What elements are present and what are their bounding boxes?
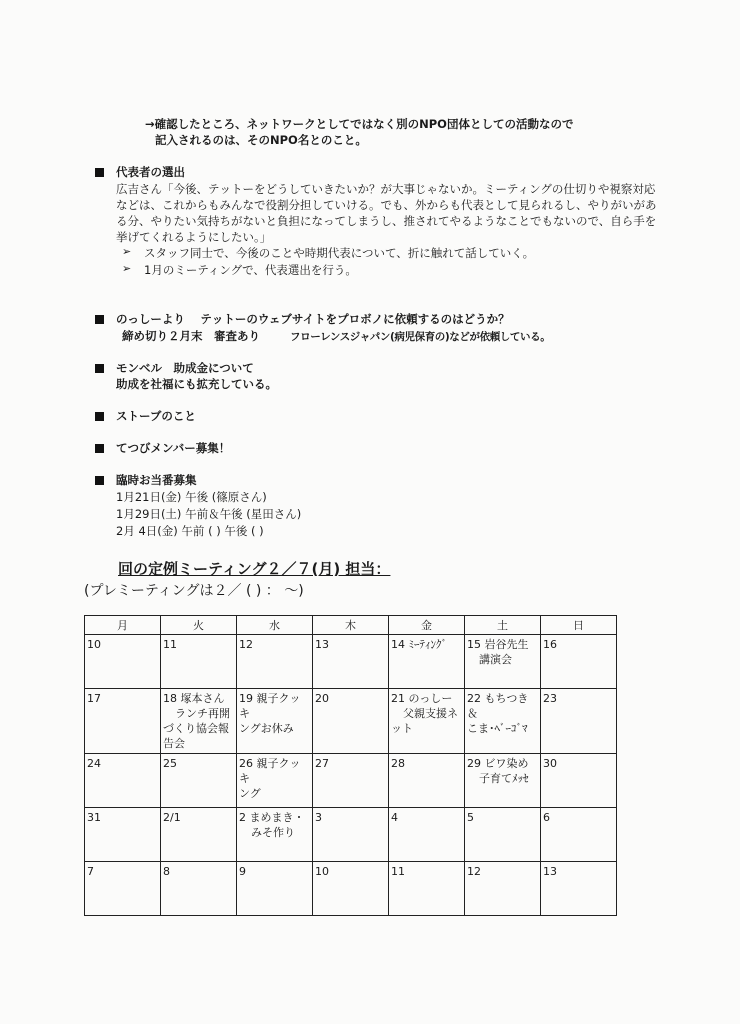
calendar-event-text: こま･ﾍﾞｰｺﾞﾏ [467, 722, 528, 735]
shift-line-3: 2月 4日(金) 午前 ( ) 午後 ( ) [116, 524, 264, 538]
calendar-day-cell [389, 635, 465, 689]
calendar-event-text: 父親支援ネ [403, 707, 458, 720]
calendar-day-cell [85, 689, 161, 754]
calendar-day-label: 28 [391, 757, 405, 770]
calendar-day-cell [389, 689, 465, 754]
calendar-day-cell [161, 635, 237, 689]
rep-point-1: スタッフ同士で、今後のことや時期代表について、折に触れて話していく。 [144, 246, 535, 260]
calendar-day-label: 10 [315, 865, 329, 878]
note-line-2: 記入されるのは、そのNPO名とのこと。 [155, 133, 367, 147]
calendar-day-label: 3 [315, 811, 322, 824]
calendar-day-label: 21 のっしー [391, 692, 453, 705]
calendar-day-cell [237, 689, 313, 754]
rep-quote-3: る分、やりたい気持ちがないと負担になってしまうし、推されてやるようなことでもないので、自ら手を [116, 214, 657, 228]
calendar-day-label: 14 ﾐｰﾃｨﾝｸﾞ [391, 638, 447, 651]
calendar-day-label: 13 [543, 865, 557, 878]
calendar-header-mon: 月 [85, 616, 161, 635]
web-detail-a: 締め切り２月末 審査あり [122, 329, 260, 343]
bullet-icon [95, 476, 104, 485]
calendar-day-cell [161, 862, 237, 916]
calendar-day-cell [389, 808, 465, 862]
arrow-bullet-icon: ➢ [122, 245, 132, 258]
rep-point-2: 1月のミーティングで、代表選出を行う。 [144, 263, 357, 277]
calendar-day-cell [161, 754, 237, 808]
meeting-title: 回の定例ミーティング２／７(月) 担当： [118, 560, 391, 578]
calendar-event-text: づくり協会報 [163, 722, 229, 735]
calendar-day-cell [541, 689, 617, 754]
calendar-day-label: 2/1 [163, 811, 181, 824]
calendar-event-text: ット [391, 722, 413, 735]
calendar-week-row [85, 689, 617, 754]
calendar-day-cell [161, 808, 237, 862]
calendar-day-label: 22 もちつき＆ [467, 692, 529, 720]
section-title-web: のっしーより テットーのウェブサイトをプロボノに依頼するのはどうか？ [116, 312, 510, 326]
calendar-day-label: 29 ビワ染め [467, 757, 529, 770]
calendar-week-row [85, 808, 617, 862]
calendar-event-text: 子育てﾒｯｾ [479, 772, 529, 785]
calendar-day-cell [541, 754, 617, 808]
section-title-stove: ストーブのこと [116, 409, 196, 423]
section-title-rep: 代表者の選出 [116, 165, 185, 179]
calendar-day-label: 9 [239, 865, 246, 878]
calendar-day-cell [85, 635, 161, 689]
calendar-day-label: 27 [315, 757, 329, 770]
calendar-day-cell [237, 635, 313, 689]
calendar-week-row [85, 754, 617, 808]
shift-line-2: 1月29日(土) 午前＆午後 (星田さん) [116, 507, 302, 521]
rep-quote-1: 広吉さん「今後、テットーをどうしていきたいか？が大事じゃないか。ミーティングの仕切りや視察対応 [116, 182, 656, 196]
calendar-table [84, 615, 617, 916]
calendar-day-cell [541, 808, 617, 862]
calendar-header-thu: 木 [313, 616, 389, 635]
calendar-day-cell [465, 689, 541, 754]
calendar-day-cell [161, 689, 237, 754]
calendar-event-text: 講演会 [479, 653, 512, 666]
calendar-day-label: 5 [467, 811, 474, 824]
web-detail-b: フローレンスジャパン(病児保育の)などが依頼している。 [290, 331, 551, 343]
bullet-icon [95, 444, 104, 453]
calendar-day-cell [313, 689, 389, 754]
calendar-day-label: 4 [391, 811, 398, 824]
calendar-day-label: 10 [87, 638, 101, 651]
calendar-day-label: 13 [315, 638, 329, 651]
calendar-day-cell [541, 862, 617, 916]
arrow-bullet-icon: ➢ [122, 262, 132, 275]
shift-line-1: 1月21日(金) 午後 (篠原さん) [116, 490, 267, 504]
calendar-day-label: 11 [391, 865, 405, 878]
calendar-day-label: 16 [543, 638, 557, 651]
calendar-day-cell [85, 808, 161, 862]
calendar-day-cell [465, 635, 541, 689]
note-line-1: →確認したところ、ネットワークとしてではなく別のNPO団体としての活動なので [145, 117, 574, 131]
calendar-day-label: 15 岩谷先生 [467, 638, 529, 651]
calendar-day-cell [541, 635, 617, 689]
montbell-detail: 助成を社福にも拡充している。 [116, 377, 277, 391]
section-title-montbell: モンベル 助成金について [116, 361, 254, 375]
calendar-header-sat: 土 [465, 616, 541, 635]
calendar-day-cell [389, 862, 465, 916]
bullet-icon [95, 315, 104, 324]
calendar-day-label: 19 親子クッキ [239, 692, 301, 720]
calendar-day-label: 24 [87, 757, 101, 770]
section-title-shift: 臨時お当番募集 [116, 473, 197, 487]
calendar-day-label: 26 親子クッキ [239, 757, 301, 785]
calendar-event-text: ングお休み [239, 722, 294, 735]
calendar-day-label: 18 塚本さん [163, 692, 225, 705]
calendar-header-fri: 金 [389, 616, 465, 635]
calendar-day-cell [313, 862, 389, 916]
bullet-icon [95, 364, 104, 373]
calendar-day-label: 7 [87, 865, 94, 878]
calendar-day-cell [85, 754, 161, 808]
calendar-header-wed: 水 [237, 616, 313, 635]
calendar-day-cell [237, 808, 313, 862]
calendar-day-cell [237, 862, 313, 916]
calendar-day-label: 17 [87, 692, 101, 705]
calendar-day-label: 23 [543, 692, 557, 705]
calendar-header-tue: 火 [161, 616, 237, 635]
calendar-day-label: 20 [315, 692, 329, 705]
calendar-day-label: 12 [239, 638, 253, 651]
calendar-day-cell [313, 808, 389, 862]
calendar-header-sun: 日 [541, 616, 617, 635]
calendar-event-text: 告会 [163, 737, 185, 750]
calendar-day-cell [85, 862, 161, 916]
calendar-day-label: 25 [163, 757, 177, 770]
rep-quote-4: 挙げてくれるようにしたい。」 [116, 230, 272, 244]
section-title-tetsubi: てつびメンバー募集！ [116, 441, 231, 455]
calendar-day-cell [389, 754, 465, 808]
calendar-day-label: 30 [543, 757, 557, 770]
calendar-day-cell [465, 808, 541, 862]
calendar-day-cell [313, 635, 389, 689]
calendar-day-cell [313, 754, 389, 808]
calendar-event-text: みそ作り [251, 826, 295, 839]
calendar-day-cell [465, 862, 541, 916]
pre-meeting-line: (プレミーティングは２／ ( ) ： ～) [84, 583, 304, 599]
calendar-day-label: 6 [543, 811, 550, 824]
rep-quote-2: などは、これからもみんなで役割分担していける。でも、外からも代表として見られるし、やりがいがあ [116, 198, 657, 212]
calendar-day-label: 2 まめまき・ [239, 811, 305, 824]
calendar-week-row [85, 862, 617, 916]
calendar-day-label: 31 [87, 811, 101, 824]
calendar-day-label: 11 [163, 638, 177, 651]
calendar-day-cell [465, 754, 541, 808]
calendar-event-text: ランチ再開 [175, 707, 230, 720]
bullet-icon [95, 168, 104, 177]
bullet-icon [95, 412, 104, 421]
calendar-event-text: ング [239, 787, 261, 800]
calendar-day-cell [237, 754, 313, 808]
calendar-week-row [85, 635, 617, 689]
calendar-day-label: 8 [163, 865, 170, 878]
calendar-day-label: 12 [467, 865, 481, 878]
